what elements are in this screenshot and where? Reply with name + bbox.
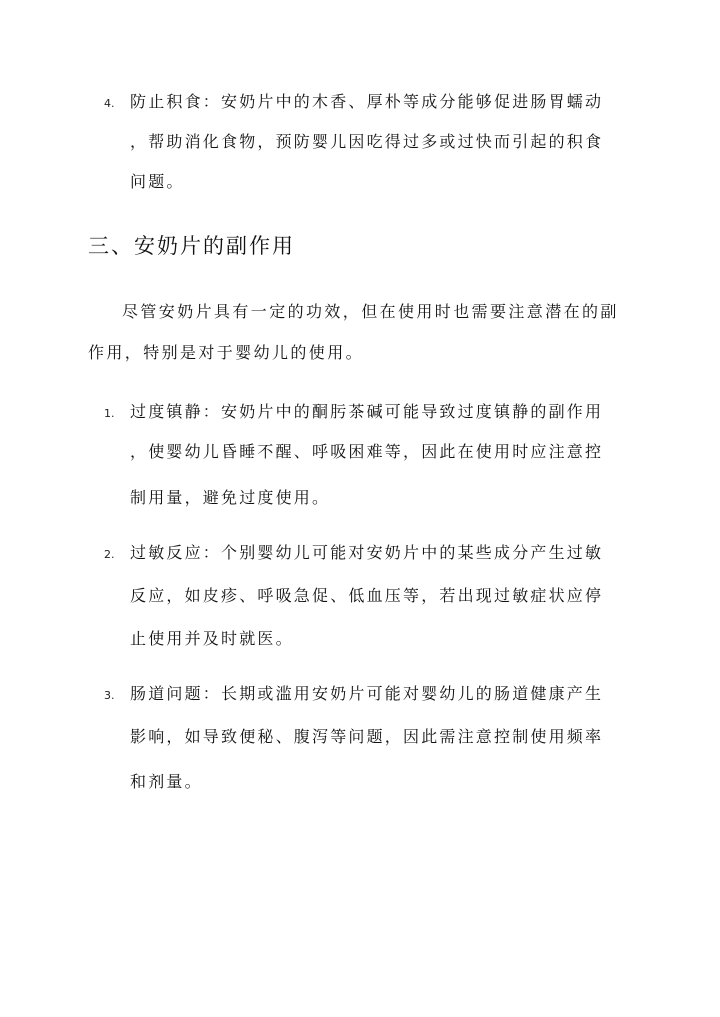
list-item-line: 过度镇静：安奶片中的酮肟茶碱可能导致过度镇静的副作用 bbox=[130, 402, 604, 421]
list-item-line: 过敏反应：个别婴幼儿可能对安奶片中的某些成分产生过敏 bbox=[130, 543, 604, 562]
intro-paragraph-line: 尽管安奶片具有一定的功效，但在使用时也需要注意潜在的副 bbox=[122, 302, 619, 321]
list-item-line: 影响，如导致便秘、腹泻等问题，因此需注意控制使用频率 bbox=[130, 727, 604, 746]
list-item-line: ，使婴幼儿昏睡不醒、呼吸困难等，因此在使用时应注意控 bbox=[130, 442, 604, 461]
list-item-line: 防止积食：安奶片中的木香、厚朴等成分能够促进肠胃蠕动 bbox=[130, 92, 604, 111]
list-number: 4. bbox=[104, 97, 115, 110]
list-item-line: ，帮助消化食物，预防婴儿因吃得过多或过快而引起的积食 bbox=[130, 132, 604, 151]
list-item-line: 和剂量。 bbox=[130, 772, 203, 791]
list-number: 2. bbox=[104, 548, 115, 561]
list-item-line: 止使用并及时就医。 bbox=[130, 629, 294, 648]
list-item-line: 问题。 bbox=[130, 172, 185, 191]
list-item-line: 肠道问题：长期或滥用安奶片可能对婴幼儿的肠道健康产生 bbox=[130, 684, 604, 703]
list-number: 1. bbox=[104, 407, 115, 420]
intro-paragraph-line: 作用，特别是对于婴幼儿的使用。 bbox=[88, 343, 365, 362]
list-item-line: 制用量，避免过度使用。 bbox=[130, 488, 331, 507]
section-heading: 三、安奶片的副作用 bbox=[88, 234, 295, 258]
list-item-line: 反应，如皮疹、呼吸急促、低血压等，若出现过敏症状应停 bbox=[130, 586, 604, 605]
list-number: 3. bbox=[104, 689, 115, 702]
